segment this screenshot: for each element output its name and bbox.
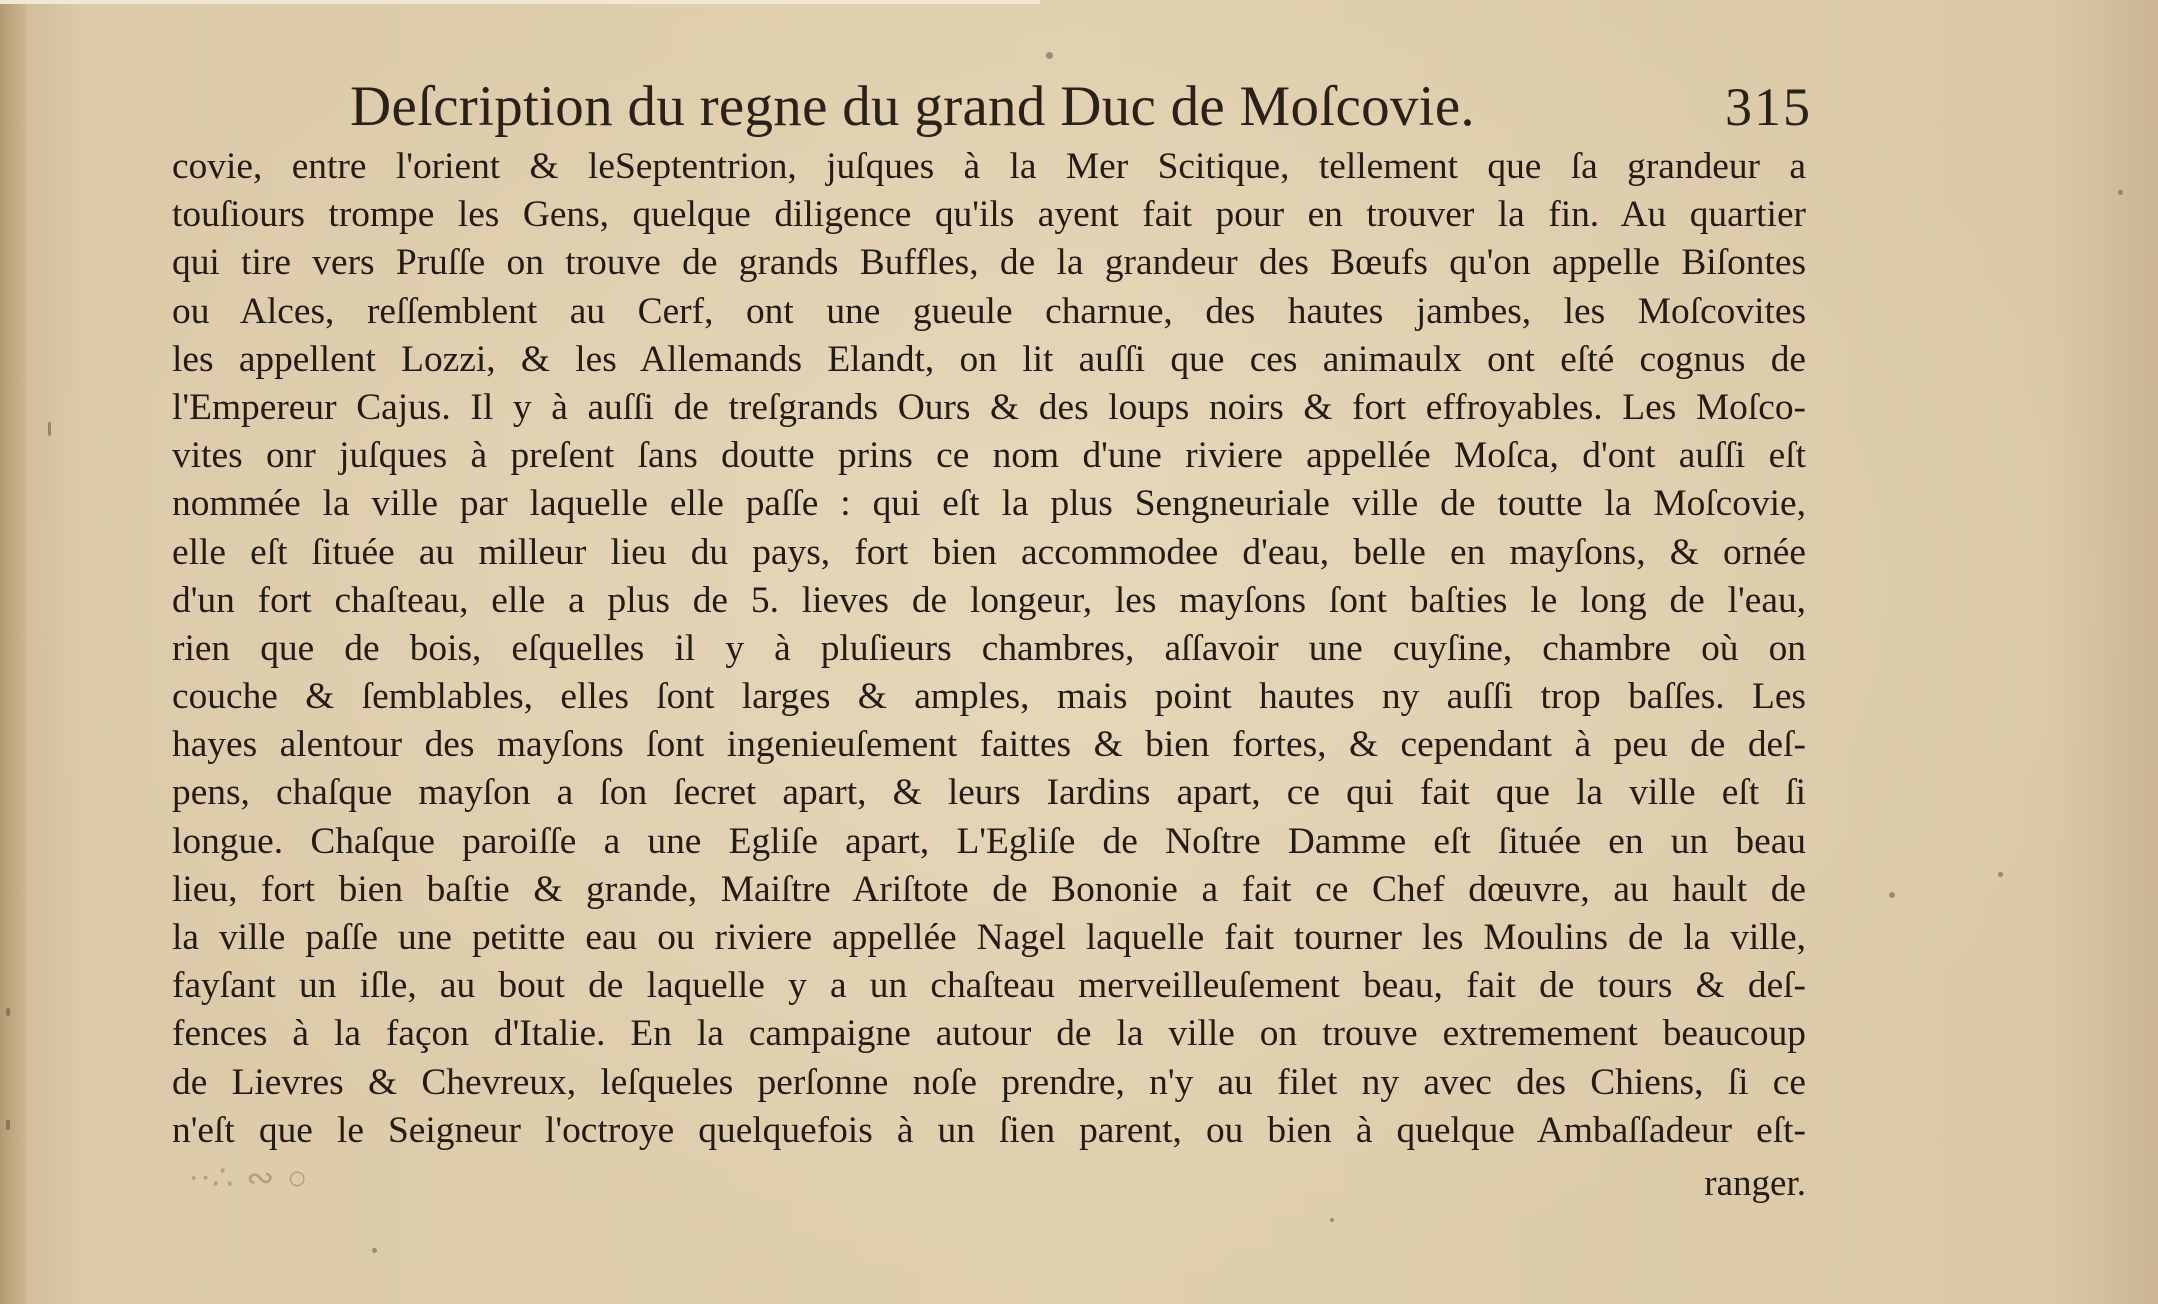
text-line: nommée la ville par laquelle elle paſſe : qui eſt la plus Sengneuriale ville de toutte la Moſcovie, bbox=[172, 483, 1806, 525]
text-line: fences à la façon d'Italie. En la campaigne autour de la ville on trouve extremement beaucoup bbox=[172, 1013, 1806, 1055]
ink-speck bbox=[6, 1008, 10, 1016]
ink-speck bbox=[1998, 872, 2003, 877]
page-number: 315 bbox=[1725, 77, 1812, 137]
text-line: fayſant un iſle, au bout de laquelle y a un chaſteau merveilleuſement beau, fait de tours & deſ- bbox=[172, 965, 1806, 1007]
text-line: de Lievres & Chevreux, leſqueles perſonne noſe prendre, n'y au filet ny avec des Chiens, ſi ce bbox=[172, 1061, 1806, 1103]
text-line: lieu, fort bien baſtie & grande, Maiſtre Ariſtote de Bononie a fait ce Chef dœuvre, au hault de bbox=[172, 868, 1806, 910]
text-line: longue. Chaſque paroiſſe a une Egliſe apart, L'Egliſe de Noſtre Damme eſt ſituée en un beau bbox=[172, 820, 1806, 862]
text-line: hayes alentour des mayſons ſont ingenieuſement faittes & bien fortes, & cependant à peu de deſ- bbox=[172, 724, 1806, 766]
text-line: n'eſt que le Seigneur l'octroye quelquefois à un ſien parent, ou bien à quelque Ambaſſadeur eſt- bbox=[172, 1109, 1806, 1151]
page-top-edge bbox=[0, 0, 1040, 4]
text-line: vites onr juſques à preſent ſans doutte prins ce nom d'une riviere appellée Moſca, d'ont auſſi eſt bbox=[172, 435, 1806, 477]
faded-signature-mark: ·∙∴ ∾ ○ bbox=[188, 1160, 310, 1197]
text-line: rien que de bois, eſquelles il y à pluſieurs chambres, aſſavoir une cuyſine, chambre où on bbox=[172, 627, 1806, 669]
ink-speck bbox=[1046, 52, 1053, 59]
ink-speck bbox=[2118, 190, 2123, 195]
text-line: la ville paſſe une petitte eau ou riviere appellée Nagel laquelle fait tourner les Moulins de la ville, bbox=[172, 917, 1806, 958]
ink-speck bbox=[1889, 892, 1895, 898]
text-line: elle eſt ſituée au milleur lieu du pays, fort bien accommodee d'eau, belle en mayſons, & ornée bbox=[172, 531, 1806, 573]
page-gutter-edge bbox=[0, 0, 26, 1304]
ink-speck bbox=[1330, 1218, 1334, 1222]
ink-speck bbox=[372, 1248, 377, 1253]
text-line: pens, chaſque mayſon a ſon ſecret apart, & leurs Iardins apart, ce qui fait que la ville eſt ſi bbox=[172, 772, 1806, 814]
body-text bbox=[172, 143, 1806, 1155]
text-line: les appellent Lozzi, & les Allemands Elandt, on lit auſſi que ces animaulx ont eſté cognus de bbox=[172, 338, 1806, 380]
ink-speck bbox=[48, 422, 51, 436]
text-line: ou Alces, reſſemblent au Cerf, ont une gueule charnue, des hautes jambes, les Moſcovites bbox=[172, 290, 1806, 332]
text-line: covie, entre l'orient & leSeptentrion, juſques à la Mer Scitique, tellement que ſa grandeur a bbox=[172, 146, 1806, 187]
text-line: l'Empereur Cajus. Il y à auſſi de treſgrands Ours & des loups noirs & fort effroyables. Les Moſco- bbox=[172, 386, 1806, 428]
running-title: Deſcription du regne du grand Duc de Moſcovie. bbox=[350, 75, 1475, 138]
text-line: touſiours trompe les Gens, quelque diligence qu'ils ayent fait pour en trouver la fin. Au quartier bbox=[172, 194, 1806, 236]
ink-speck bbox=[6, 1120, 10, 1130]
page-header bbox=[350, 74, 1830, 144]
text-line: d'un fort chaſteau, elle a plus de 5. lieves de longeur, les mayſons ſont baſties le long de l'eau, bbox=[172, 579, 1806, 621]
text-line: qui tire vers Pruſſe on trouve de grands Buffles, de la grandeur des Bœufs qu'on appelle Biſontes bbox=[172, 242, 1806, 284]
catchword: ranger. bbox=[1704, 1163, 1806, 1204]
text-line: couche & ſemblables, elles ſont larges & amples, mais point hautes ny auſſi trop baſſes. Les bbox=[172, 676, 1806, 718]
